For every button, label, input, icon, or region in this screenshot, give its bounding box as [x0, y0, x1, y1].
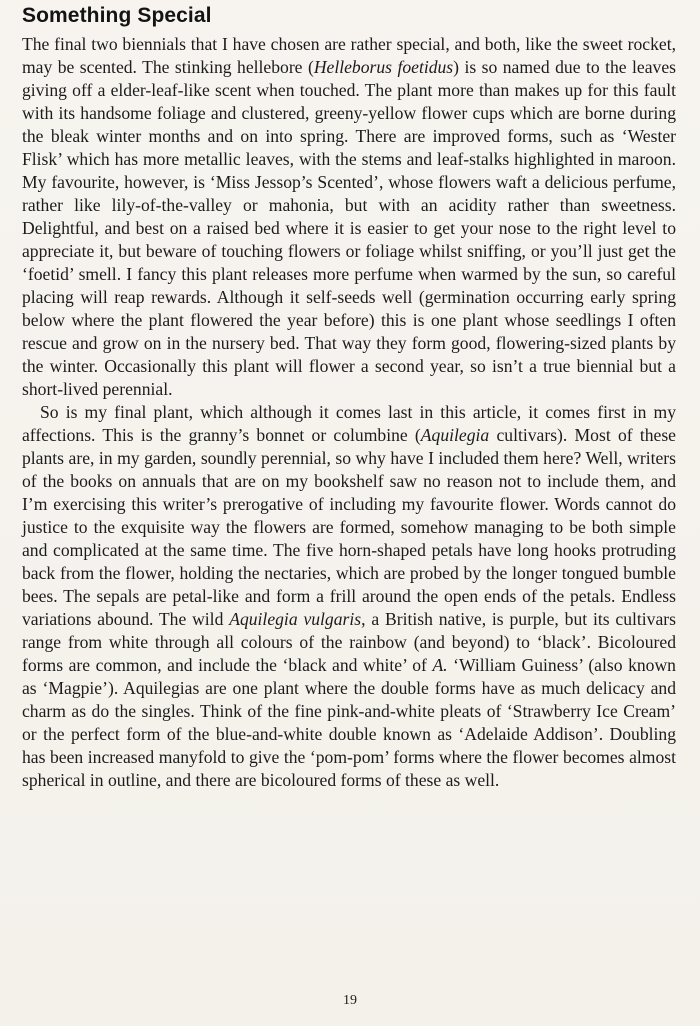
paragraph-hellebore — [22, 33, 676, 401]
text-run: ‘William Guiness’ (also known as ‘Magpie’). Aquilegias are one plant where the double forms have as much delicacy and charm as do the singles. Think of the fine pink-and-white pleats of ‘Strawberry Ice Cream’ or the perfect form of the blue-and-white double known as ‘Adelaide Addison’. Doubling has been increased manyfold to give the ‘pom-pom’ forms where the flower becomes almost spherical in outline, and there are bicoloured forms of these as well. — [22, 655, 676, 790]
text-run: The final two biennials that I have chosen are rather special, and both, like the sweet rocket, may be scented. The stinking hellebore ( — [22, 34, 676, 77]
italic-term: Aquilegia — [420, 425, 490, 445]
page-number: 19 — [343, 993, 357, 1008]
italic-term: A. — [432, 655, 448, 675]
text-run: cultivars). Most of these plants are, in my garden, soundly perennial, so why have I included them here? Well, writers of the books on annuals that are on my bookshelf saw no reason not to include them, and I’m exercising this writer’s prerogative of including my favourite flower. Words cannot do justice to the exquisite way the flowers are formed, somehow managing to be both simple and complicated at the same time. The five horn-shaped petals have long hooks protruding back from the flower, holding the nectaries, which are probed by the longer tongued bumble bees. The sepals are petal-like and form a frill around the open ends of the petals. Endless variations abound. The wild — [22, 425, 676, 629]
text-run: ) is so named due to the leaves giving off a elder-leaf-like scent when touched. The plant more than makes up for this fault with its handsome foliage and clustered, greeny-yellow flower cups which are borne during the bleak winter months and on into spring. There are improved forms, such as ‘Wester Flisk’ which has more metallic leaves, with the stems and leaf-stalks highlighted in maroon. My favourite, however, is ‘Miss Jessop’s Scented’, whose flowers waft a delicious perfume, rather like lily-of-the-valley or mahonia, but with an acidity rather than sweetness. Delightful, and best on a raised bed where it is easier to get your nose to the right level to appreciate it, but beware of touching flowers or foliage whilst sniffing, or you’ll just get the ‘foetid’ smell. I fancy this plant releases more perfume when warmed by the sun, so careful placing will reap rewards. Although it self-seeds well (germination occurring early spring below where the plant flowered the year before) this is one plant whose seedlings I often rescue and grow on in the nursery bed. That way they form good, flowering-sized plants by the winter. Occasionally this plant will flower a second year, so isn’t a true biennial but a short-lived perennial. — [22, 57, 677, 399]
italic-term: Helleborus foetidus — [313, 57, 454, 77]
text-run: So is my final plant, which although it comes last in this article, it comes first in my affections. This is the granny’s bonnet or columbine ( — [22, 402, 676, 445]
text-run: , a British native, is purple, but its cultivars range from white through all colours of the rainbow (and beyond) to ‘black’. Bicoloured forms are common, and include the ‘black and white’ of — [22, 609, 676, 675]
italic-term: Aquilegia vulgaris — [229, 609, 362, 629]
paragraph-aquilegia — [22, 401, 676, 792]
section-heading: Something Special — [22, 4, 212, 27]
article-body — [22, 33, 676, 792]
